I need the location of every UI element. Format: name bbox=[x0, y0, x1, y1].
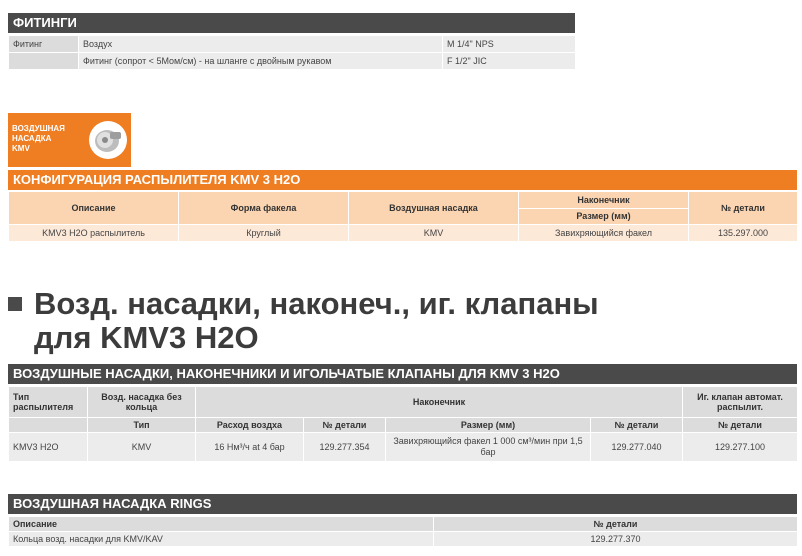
header-size: Размер (мм) bbox=[386, 418, 591, 433]
cell-part-no-2: 129.277.040 bbox=[591, 433, 683, 462]
config-table bbox=[8, 191, 798, 242]
cell-part-no-3: 129.277.100 bbox=[683, 433, 798, 462]
header-description: Описание bbox=[9, 517, 434, 532]
header-air-cap-no-ring: Возд. насадка без кольца bbox=[88, 387, 196, 418]
air-cap-badge bbox=[8, 113, 131, 167]
header-spray-form: Форма факела bbox=[179, 192, 349, 225]
cell-part-no: 129.277.370 bbox=[434, 532, 798, 547]
table-header-row bbox=[9, 418, 798, 433]
cell-spray-form: Круглый bbox=[179, 225, 349, 242]
header-needle: Иг. клапан автомат. распылит. bbox=[683, 387, 798, 418]
table-header-row bbox=[9, 517, 798, 532]
rings-table bbox=[8, 516, 798, 547]
table-row bbox=[9, 433, 798, 462]
header-air-cap: Воздушная насадка bbox=[349, 192, 519, 225]
badge-line: KMV bbox=[12, 144, 30, 153]
fittings-table bbox=[8, 35, 576, 70]
rings-title-bar: ВОЗДУШНАЯ НАСАДКА RINGS bbox=[8, 494, 797, 514]
header-tip: Наконечник bbox=[519, 192, 689, 209]
badge-line: НАСАДКА bbox=[12, 134, 52, 143]
badge-line: ВОЗДУШНАЯ bbox=[12, 124, 65, 133]
header-empty bbox=[9, 418, 88, 433]
cell-description: Кольца возд. насадки для KMV/KAV bbox=[9, 532, 434, 547]
header-description: Описание bbox=[9, 192, 179, 225]
fittings-description: Фитинг (сопрот < 5Мом/см) - на шланге с двойным рукавом bbox=[79, 53, 443, 70]
header-part-no-2: № детали bbox=[591, 418, 683, 433]
cell-air-cap: KMV bbox=[349, 225, 519, 242]
table-header-row bbox=[9, 387, 798, 418]
header-air-flow: Расход воздха bbox=[196, 418, 304, 433]
header-tip: Наконечник bbox=[196, 387, 683, 418]
cell-tip-size: Завихряющийся факел bbox=[519, 225, 689, 242]
table-row bbox=[9, 53, 576, 70]
badge-text bbox=[12, 124, 82, 154]
header-part-no-1: № детали bbox=[304, 418, 386, 433]
fittings-label: Фитинг bbox=[9, 36, 79, 53]
nozzles-title-bar: ВОЗДУШНЫЕ НАСАДКИ, НАКОНЕЧНИКИ И ИГОЛЬЧАТЫЕ КЛАПАНЫ ДЛЯ KMV 3 H2O bbox=[8, 364, 797, 384]
heading-line-1: Возд. насадки, наконеч., иг. клапаны bbox=[34, 286, 599, 321]
cell-gun-type: KMV3 H2O bbox=[9, 433, 88, 462]
cell-part-no-1: 129.277.354 bbox=[304, 433, 386, 462]
table-row bbox=[9, 36, 576, 53]
fittings-title-bar: ФИТИНГИ bbox=[8, 13, 575, 33]
config-title-bar: КОНФИГУРАЦИЯ РАСПЫЛИТЕЛЯ KMV 3 H2O bbox=[8, 170, 797, 190]
header-gun-type: Тип распылителя bbox=[9, 387, 88, 418]
cell-part-no: 135.297.000 bbox=[689, 225, 798, 242]
cell-size: Завихряющийся факел 1 000 см³/мин при 1,5 бар bbox=[386, 433, 591, 462]
fittings-label-empty bbox=[9, 53, 79, 70]
nozzles-table bbox=[8, 386, 798, 462]
table-row bbox=[9, 532, 798, 547]
fittings-value: M 1/4" NPS bbox=[443, 36, 576, 53]
cell-type: KMV bbox=[88, 433, 196, 462]
section-heading bbox=[8, 287, 599, 355]
header-part-no: № детали bbox=[434, 517, 798, 532]
table-header-row bbox=[9, 192, 798, 209]
cell-air-flow: 16 Нм³/ч at 4 бар bbox=[196, 433, 304, 462]
heading-line-2: для KMV3 H2O bbox=[34, 320, 259, 355]
header-part-no: № детали bbox=[689, 192, 798, 225]
bullet-square-icon bbox=[8, 297, 22, 311]
air-nozzle-icon bbox=[88, 120, 128, 160]
fittings-description: Воздух bbox=[79, 36, 443, 53]
fittings-value: F 1/2" JIC bbox=[443, 53, 576, 70]
header-part-no-3: № детали bbox=[683, 418, 798, 433]
cell-description: KMV3 H2O распылитель bbox=[9, 225, 179, 242]
header-tip-size: Размер (мм) bbox=[519, 208, 689, 225]
header-type: Тип bbox=[88, 418, 196, 433]
table-row bbox=[9, 225, 798, 242]
